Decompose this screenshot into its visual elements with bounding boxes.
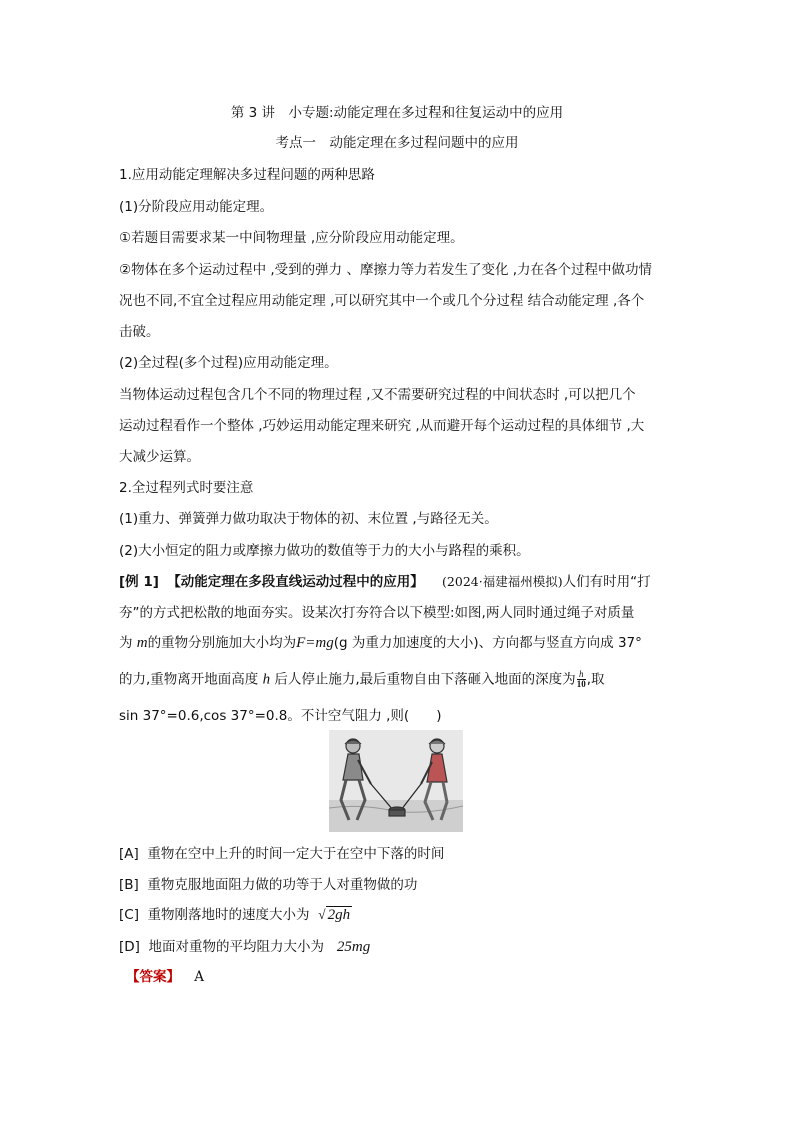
- option-d: [119, 938, 370, 956]
- example-line: 夯”的方式把松散的地面夯实。设某次打夯符合以下模型:如图,两人同时通过绳子对质量: [119, 605, 635, 621]
- answer-tag: 【答案】: [126, 969, 180, 985]
- math-h: h: [262, 671, 271, 688]
- option-text: 重物在空中上升的时间一定大于在空中下落的时间: [147, 846, 445, 862]
- section-title: 考点一 动能定理在多过程问题中的应用: [275, 135, 519, 151]
- paragraph: 击破。: [119, 324, 160, 340]
- option-text: 重物克服地面阻力做的功等于人对重物做的功: [147, 877, 418, 893]
- tamping-illustration: [329, 730, 463, 832]
- example-tag: [例 1]: [119, 574, 159, 590]
- paragraph: 当物体运动过程包含几个不同的物理过程 ,又不需要研究过程的中间状态时 ,可以把几个: [119, 387, 636, 403]
- text: 后人停止施力,最后重物自由下落砸入地面的深度为: [274, 671, 576, 688]
- example-line: [119, 670, 604, 689]
- answer-line: [126, 968, 204, 986]
- option-text: 重物刚落地时的速度大小为: [147, 907, 310, 923]
- text: 的力,重物离开地面高度: [119, 671, 259, 688]
- option-label: [A]: [119, 846, 139, 862]
- paragraph: ①若题目需要求某一中间物理量 ,应分阶段应用动能定理。: [119, 230, 464, 246]
- text: (g 为重力加速度的大小)、方向都与竖直方向成 37°: [333, 635, 642, 651]
- math-m: m: [136, 635, 148, 651]
- example-line: [119, 573, 651, 591]
- option-label: [D]: [119, 939, 140, 955]
- example-line: sin 37°=0.6,cos 37°=0.8。不计空气阻力 ,则( ): [119, 708, 442, 724]
- paragraph: ②物体在多个运动过程中 ,受到的弹力 、摩擦力等力若发生了变化 ,力在各个过程中做功情: [119, 262, 653, 278]
- math-25mg: 25mg: [336, 939, 371, 955]
- text: ,取: [586, 671, 605, 688]
- example-topic: 【动能定理在多段直线运动过程中的应用】: [167, 574, 424, 590]
- answer-value: A: [194, 969, 205, 985]
- math-f-eq-mg: F=mg: [296, 635, 334, 651]
- fraction-h-over-10: $\frac{h}{10}$: [576, 669, 586, 689]
- option-label: [C]: [119, 907, 139, 923]
- section1-heading: 1.应用动能定理解决多过程问题的两种思路: [119, 167, 375, 183]
- paragraph: 况也不同,不宜全过程应用动能定理 ,可以研究其中一个或几个分过程 结合动能定理 ,各个: [119, 293, 645, 309]
- math-sqrt-2gh: √ 2gh: [318, 907, 351, 923]
- example-source: (2024·福建福州模拟): [442, 574, 563, 589]
- example-line: [119, 634, 642, 652]
- example-text: 人们有时用“打: [562, 574, 651, 590]
- paragraph: (1)重力、弹簧弹力做功取决于物体的初、末位置 ,与路径无关。: [119, 511, 498, 527]
- paragraph: (1)分阶段应用动能定理。: [119, 199, 274, 215]
- text: 为: [119, 635, 133, 651]
- paragraph: 大减少运算。: [119, 449, 200, 465]
- lecture-title: 第 3 讲 小专题:动能定理在多过程和往复运动中的应用: [230, 105, 564, 121]
- option-c: [119, 906, 352, 924]
- section2-heading: 2.全过程列式时要注意: [119, 480, 254, 496]
- paragraph: 运动过程看作一个整体 ,巧妙运用动能定理来研究 ,从而避开每个运动过程的具体细节 ,大: [119, 418, 645, 434]
- option-a: [119, 845, 444, 863]
- option-b: [119, 876, 417, 894]
- text: 的重物分别施加大小均为: [147, 635, 297, 651]
- paragraph: (2)大小恒定的阻力或摩擦力做功的数值等于力的大小与路程的乘积。: [119, 543, 530, 559]
- option-label: [B]: [119, 877, 139, 893]
- option-text: 地面对重物的平均阻力大小为: [148, 939, 325, 955]
- paragraph: (2)全过程(多个过程)应用动能定理。: [119, 355, 338, 371]
